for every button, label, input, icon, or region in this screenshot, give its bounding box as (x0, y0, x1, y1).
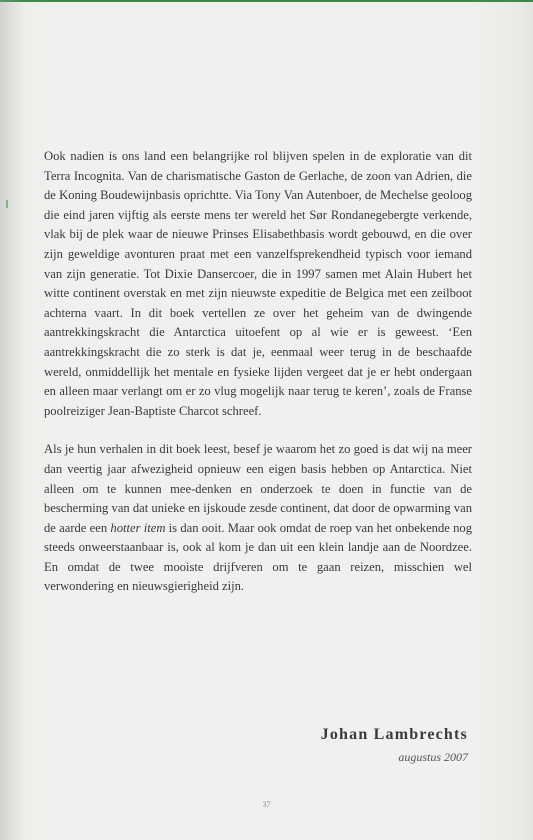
page-fold-shadow (0, 0, 26, 840)
paragraph-2 (44, 440, 472, 597)
paragraph-1 (44, 147, 472, 421)
page-number: 37 (262, 800, 271, 809)
signature-block (321, 724, 468, 766)
body-text (44, 147, 472, 616)
signature-date: augustus 2007 (398, 750, 468, 764)
paragraph-2-text-end: is dan ooit. Maar ook omdat de roep van het onbekende nog steeds onweerstaanbaar is, ook al kom je dan uit een klein landje aan de Noordzee. En omdat de twee mooiste drijfveren om te gaan reizen, misschien wel verwondering en nieuwsgierigheid zijn. (44, 520, 472, 594)
paragraph-2-text-start: Als je hun verhalen in dit boek leest, besef je waarom het zo goed is dat wij na meer dan veertig jaar afwezigheid opnieuw een eigen basis hebben op Antarctica. Niet alleen om te kunnen mee-denken en onderzoek te doen in functie van de bescherming van dat unieke en ijskoude zesde continent, dat door de opwarming van de aarde een (44, 442, 472, 535)
margin-mark (6, 200, 8, 208)
paragraph-2-emphasis: hotter item (110, 520, 166, 535)
paragraph-1-text: Ook nadien is ons land een belangrijke rol blijven spelen in de exploratie van dit Terra Incognita. Van de charismatische Gaston de Gerlache, de zoon van Adrien, die de Koning Boudewijnbasis oprichtte. Via Tony Van Autenboer, de Mechelse geoloog die eind jaren vijftig als eerste mens ter wereld het Sør Rondanegebergte verkende, vlak bij de plek waar de nieuwe Prinses Elisabethbasis wordt gebouwd, en die over zijn geweldige avonturen praat met een vanzelfsprekendheid typisch voor iemand van zijn generatie. Tot Dixie Dansercoer, die in 1997 samen met Alain Hubert het witte continent overstak en met zijn nieuwste expeditie de Belgica met een zeilboot achterna vaart. In dit boek vertellen ze over het geheim van de dwingende aantrekkingskracht die Antarctica uitoefent op al wie er is geweest. ‘Een aantrekkingskracht die zo sterk is dat je, eenmaal weer terug in de beschaafde wereld, onmiddellijk het mentale en fysieke lijden vergeet dat je er hebt ondergaan en alleen maar verlangt om er zo vlug mogelijk naar terug te keren’, zoals de Franse poolreiziger Jean-Baptiste Charcot schreef. (44, 149, 472, 418)
author-name: Johan Lambrechts (320, 726, 468, 743)
top-green-rule (0, 0, 533, 2)
